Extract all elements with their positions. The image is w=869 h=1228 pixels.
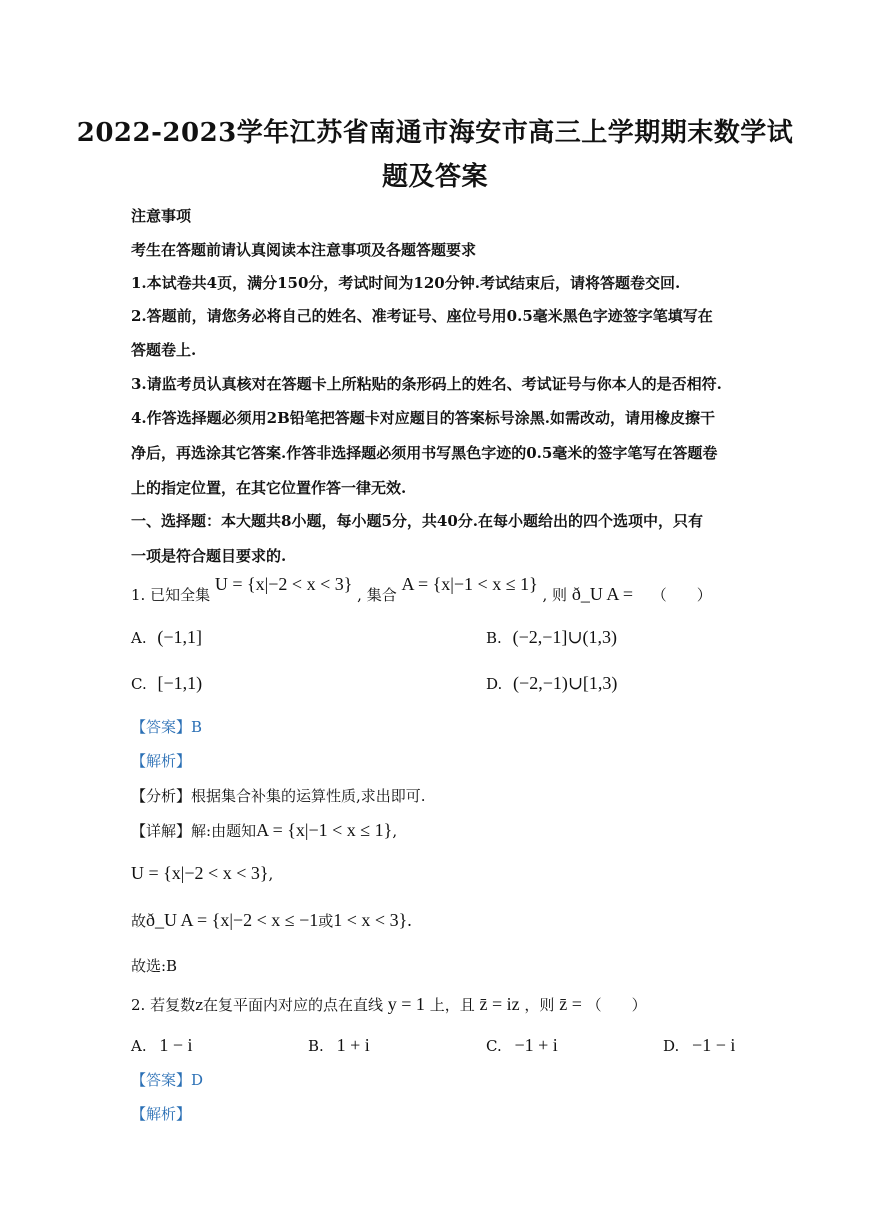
question-2-option-a: [131, 1035, 193, 1056]
detail-result-or: 或: [318, 912, 334, 930]
option-label: D.: [663, 1037, 680, 1055]
question-1-analysis-tag: 【解析】: [131, 752, 192, 770]
question-2-answer: [131, 1069, 203, 1090]
detail-result-b: 1 < x < 3}.: [333, 910, 412, 930]
detail-tag: 【详解】: [131, 822, 192, 840]
question-1-text-c: , 则: [542, 586, 568, 604]
detail-result-prefix: 故: [131, 912, 147, 930]
option-value: 1 + i: [336, 1035, 370, 1055]
question-2-stem: [131, 994, 647, 1015]
section-heading-a: 一、选择题：本大题共8小题，每小题5分，共40分.在每小题给出的四个选项中，只有: [131, 512, 703, 530]
option-value: −1 − i: [692, 1035, 736, 1055]
answer-value: D: [191, 1071, 204, 1089]
option-value: −1 + i: [514, 1035, 558, 1055]
question-1-text-a: 1. 已知全集: [131, 586, 211, 604]
detail-comma: ,: [392, 822, 398, 840]
question-1-answer: [131, 716, 202, 737]
notice-item-2b: 答题卷上.: [131, 341, 197, 359]
question-1-stem: [131, 574, 712, 605]
section-heading-b: 一项是符合题目要求的.: [131, 547, 287, 565]
option-value: (−2,−1]∪(1,3): [512, 627, 617, 647]
question-1-detail-result: [131, 910, 412, 931]
notice-item-4b: 净后，再选涂其它答案.作答非选择题必须用书写黑色字迹的0.5毫米的签字笔写在答题卷: [131, 444, 718, 462]
option-label: B.: [308, 1037, 324, 1055]
option-value: 1 − i: [159, 1035, 193, 1055]
question-1-option-d: [486, 673, 617, 694]
notice-item-3: 3.请监考员认真核对在答题卡上所粘贴的条形码上的姓名、考试证号与你本人的是否相符.: [131, 375, 722, 393]
question-2-text-b: 上，且: [429, 996, 475, 1014]
option-value: (−1,1]: [157, 627, 203, 647]
notice-intro: 考生在答题前请认真阅读本注意事项及各题答题要求: [131, 241, 477, 259]
answer-value: B: [191, 718, 203, 736]
fenxi-text: 根据集合补集的运算性质,求出即可.: [191, 787, 426, 805]
answer-tag: 【答案】: [131, 718, 192, 736]
notice-item-4c: 上的指定位置，在其它位置作答一律无效.: [131, 479, 407, 497]
option-label: B.: [486, 629, 502, 647]
question-2-text-a: 2. 若复数z在复平面内对应的点在直线: [131, 996, 383, 1014]
option-label: A.: [131, 1037, 147, 1055]
question-2-target: z̄ =: [559, 994, 582, 1014]
question-1-option-b: [486, 627, 617, 648]
question-1-choice: 故选:B: [131, 957, 178, 975]
question-1-complement: ð_U A =: [571, 584, 633, 604]
question-1-option-c: [131, 673, 202, 694]
doc-title-line2: 题及答案: [381, 162, 488, 192]
answer-tag: 【答案】: [131, 1071, 192, 1089]
option-label: C.: [131, 675, 147, 693]
notice-heading: 注意事项: [131, 207, 192, 225]
question-2-line: y = 1: [387, 994, 425, 1014]
detail-comma: ,: [268, 865, 274, 883]
doc-title-line1: 2022-2023学年江苏省南通市海安市高三上学期期末数学试: [76, 118, 794, 148]
detail-set-u: U = {x|−2 < x < 3}: [131, 863, 269, 883]
fenxi-tag: 【分析】: [131, 787, 192, 805]
question-2-analysis-tag: 【解析】: [131, 1105, 192, 1123]
notice-item-4a: 4.作答选择题必须用2B铅笔把答题卡对应题目的答案标号涂黑.如需改动，请用橡皮擦干: [131, 409, 716, 427]
question-1-blank: （ ）: [651, 586, 712, 604]
option-label: D.: [486, 675, 503, 693]
option-label: A.: [131, 629, 147, 647]
question-2-blank: （ ）: [586, 996, 647, 1014]
detail-text: 解:由题知: [191, 822, 257, 840]
question-1-set-a: A = {x|−1 < x ≤ 1}: [401, 574, 538, 594]
question-2-option-b: [308, 1035, 370, 1056]
detail-set-a: A = {x|−1 < x ≤ 1}: [256, 820, 393, 840]
detail-result-a: ð_U A = {x|−2 < x ≤ −1: [146, 910, 319, 930]
question-1-option-a: [131, 627, 202, 648]
question-2-condition: z̄ = iz: [479, 994, 520, 1014]
question-2-option-d: [663, 1035, 735, 1056]
notice-item-2a: 2.答题前，请您务必将自己的姓名、准考证号、座位号用0.5毫米黑色字迹签字笔填写在: [131, 307, 713, 325]
option-value: [−1,1): [157, 673, 203, 693]
option-label: C.: [486, 1037, 502, 1055]
question-1-fenxi: [131, 785, 426, 806]
notice-item-1: 1.本试卷共4页，满分150分，考试时间为120分钟.考试结束后，请将答题卷交回.: [131, 274, 681, 292]
question-2-option-c: [486, 1035, 558, 1056]
question-1-text-b: , 集合: [357, 586, 397, 604]
question-1-set-u: U = {x|−2 < x < 3}: [214, 574, 353, 594]
question-2-text-c: ，则: [524, 996, 555, 1014]
question-1-detail-u: [131, 863, 273, 884]
option-value: (−2,−1)∪[1,3): [513, 673, 618, 693]
question-1-detail: [131, 820, 397, 841]
